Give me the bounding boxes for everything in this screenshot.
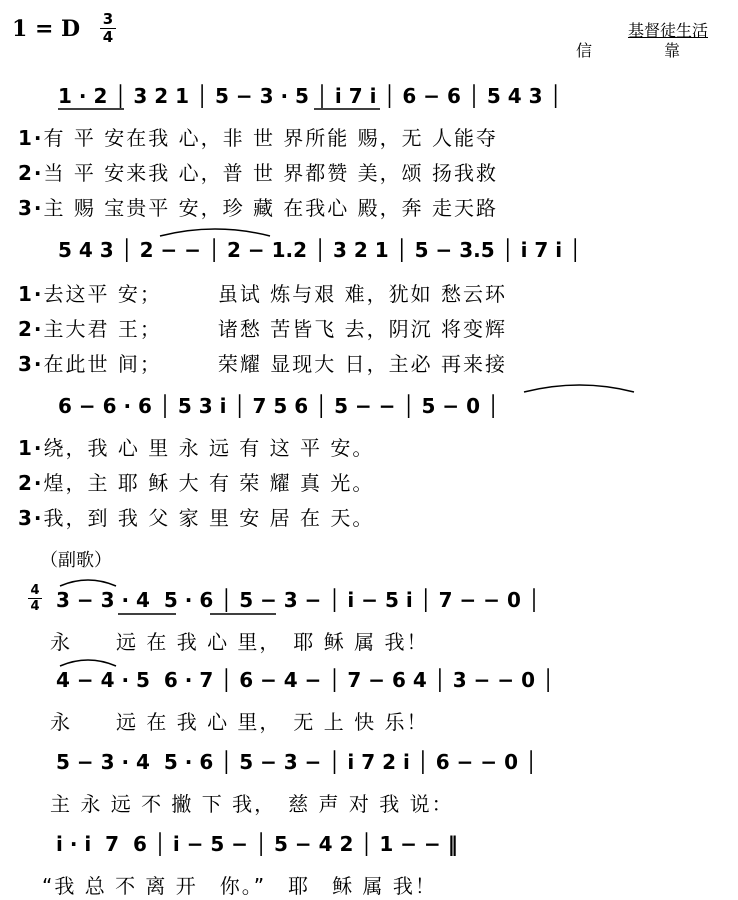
time-signature-top: 3 [102,10,114,28]
lyric-text: 在此世 间； 荣耀 显现大 日，主必 再来接 [43,352,507,376]
lyric-text: 我，到 我 父 家 里 安 居 在 天。 [43,506,375,530]
verse-number: 2· [18,471,44,495]
refrain-notes-4: i · i 7 6 │ i − 5 − │ 5 − 4 2 │ 1 − − ‖ [56,832,458,856]
lyric-text: 去这平 安； 虽试 炼与艰 难，犹如 愁云环 [43,282,507,306]
refrain-lyric-2: 永 远 在 我 心 里， 无 上 快 乐！ [50,710,429,734]
notes-line-1: 1 · 2 │ 3 2 1 │ 5 − 3 · 5 │ i 7 i │ 6 − 6 │ 5 4 3 │ [58,84,562,108]
verse-number: 1· [18,126,44,150]
lyric-text: 当 平 安来我 心，普 世 界都赞 美，颂 扬我救 [43,161,499,185]
source-credit: 基督徒生活 [627,21,708,40]
refrain-lyric-1: 永 远 在 我 心 里， 耶 稣 属 我！ [50,630,429,654]
verse-number: 3· [18,196,44,220]
refrain-lyric-4: “我 总 不 离 开 你。” 耶 稣 属 我！ [42,874,437,898]
verse-number: 1· [18,436,44,460]
notes-line-2: 5 4 3 │ 2 − − │ 2 − 1.2 │ 3 2 1 │ 5 − 3.5 │ i 7 i │ [58,238,582,262]
tie-arc [60,580,116,586]
tie-arc [60,660,116,666]
tie-arc [524,385,634,392]
lyric-text: 主大君 王； 诸愁 苦皆飞 去，阴沉 将变辉 [43,317,507,341]
verse-number: 2· [18,161,44,185]
author-credit: 信 靠 [575,41,708,60]
refrain-notes-2: 4 − 4 · 5 6 · 7 │ 6 − 4 − │ 7 − 6 4 │ 3 − − 0 │ [56,668,555,692]
refrain-notes-1: 3 − 3 · 4 5 · 6 │ 5 − 3 − │ i − 5 i │ 7 − − 0 │ [56,588,540,612]
tie-arc [160,229,270,236]
verse-number: 1· [18,282,44,306]
lyric-text: 煌，主 耶 稣 大 有 荣 耀 真 光。 [43,471,375,495]
lyric-text: 有 平 安在我 心，非 世 界所能 赐，无 人能夺 [43,126,499,150]
key-signature: 1 = D [12,16,81,42]
verse-number: 2· [18,317,44,341]
lyric-text: 主 赐 宝贵平 安，珍 藏 在我心 殿，奔 走天路 [43,196,499,220]
refrain-lyric-3: 主 永 远 不 撇 下 我， 慈 声 对 我 说： [50,792,454,816]
time-signature-bottom: 4 [102,28,114,46]
notes-line-3: 6 − 6 · 6 │ 5 3 i │ 7 5 6 │ 5 − − │ 5 − 0 │ [58,394,499,418]
refrain-label: （副歌） [40,550,112,571]
time-signature-top: 4 [30,583,40,598]
verse-number: 3· [18,352,44,376]
verse-number: 3· [18,506,44,530]
lyric-text: 绕，我 心 里 永 远 有 这 平 安。 [43,436,375,460]
refrain-notes-3: 5 − 3 · 4 5 · 6 │ 5 − 3 − │ i 7 2 i │ 6 − − 0 │ [56,750,538,774]
time-signature-bottom: 4 [30,599,40,614]
